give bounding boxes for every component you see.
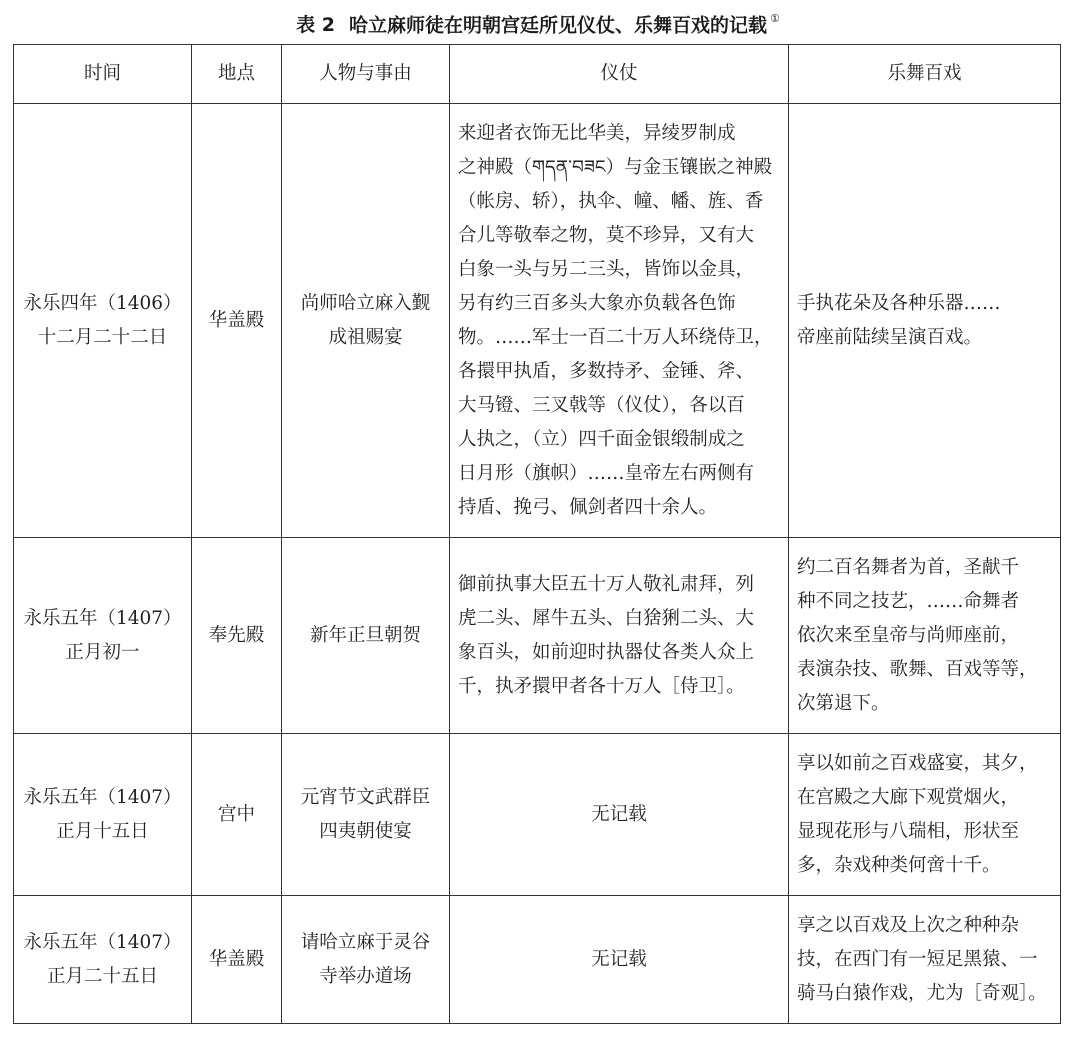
- cell-ceremony: 无记载: [450, 734, 789, 896]
- table-row: [14, 104, 1061, 538]
- footnote-marker: ①: [769, 12, 780, 25]
- cell-event: 元宵节文武群臣 四夷朝使宴: [282, 734, 450, 896]
- cell-ceremony: 来迎者衣饰无比华美，异绫罗制成 之神殿（གདན་བཟང）与金玉镶嵌之神殿 （帐房、轿），执伞、幢、幡、旌、香 合儿等敬奉之物，莫不珍异，又有大 白象一头与另二三头，皆饰以金具， 另有约三百多头大象亦负载各色饰 物。……军士一百二十万人环绕侍卫， 各擐甲执盾，多数持矛、金锤、斧、 大马镫、三叉戟等（仪仗），各以百 人执之，（立）四千面金银缎制成之 日月形（旗帜）……皇帝左右两侧有 持盾、挽弓、佩剑者四十余人。: [450, 104, 789, 538]
- table-caption: [0, 8, 1076, 38]
- header-place: 地点: [192, 45, 282, 104]
- cell-place: 奉先殿: [192, 538, 282, 734]
- cell-time: 永乐四年（1406） 十二月二十二日: [14, 104, 192, 538]
- cell-performance: 享之以百戏及上次之种种杂 技，在西门有一短足黑猿、一 骑马白猿作戏，尤为［奇观］。: [789, 896, 1061, 1024]
- table-row: [14, 734, 1061, 896]
- cell-event: 尚师哈立麻入觐 成祖赐宴: [282, 104, 450, 538]
- header-performance: 乐舞百戏: [789, 45, 1061, 104]
- header-row: [14, 45, 1061, 104]
- header-event: 人物与事由: [282, 45, 450, 104]
- table-row: [14, 538, 1061, 734]
- cell-performance: 约二百名舞者为首，圣献千 种不同之技艺，……命舞者 依次来至皇帝与尚师座前， 表演杂技、歌舞、百戏等等， 次第退下。: [789, 538, 1061, 734]
- header-time: 时间: [14, 45, 192, 104]
- cell-place: 华盖殿: [192, 896, 282, 1024]
- table-title: 哈立麻师徒在明朝宫廷所见仪仗、乐舞百戏的记载: [348, 14, 767, 37]
- cell-ceremony: 无记载: [450, 896, 789, 1024]
- cell-performance: 手执花朵及各种乐器…… 帝座前陆续呈演百戏。: [789, 104, 1061, 538]
- cell-place: 宫中: [192, 734, 282, 896]
- cell-place: 华盖殿: [192, 104, 282, 538]
- cell-performance: 享以如前之百戏盛宴，其夕， 在宫殿之大廊下观赏烟火， 显现花形与八瑞相，形状至 多，杂戏种类何啻十千。: [789, 734, 1061, 896]
- records-table: [13, 44, 1061, 1024]
- table-row: [14, 896, 1061, 1024]
- cell-ceremony: 御前执事大臣五十万人敬礼肃拜，列 虎二头、犀牛五头、白猞猁二头、大 象百头，如前迎时执器仗各类人众上 千，执矛擐甲者各十万人［侍卫］。: [450, 538, 789, 734]
- cell-event: 请哈立麻于灵谷 寺举办道场: [282, 896, 450, 1024]
- cell-time: 永乐五年（1407） 正月十五日: [14, 734, 192, 896]
- cell-time: 永乐五年（1407） 正月初一: [14, 538, 192, 734]
- table-number: 表 2: [296, 14, 335, 37]
- cell-event: 新年正旦朝贺: [282, 538, 450, 734]
- header-ceremony: 仪仗: [450, 45, 789, 104]
- cell-time: 永乐五年（1407） 正月二十五日: [14, 896, 192, 1024]
